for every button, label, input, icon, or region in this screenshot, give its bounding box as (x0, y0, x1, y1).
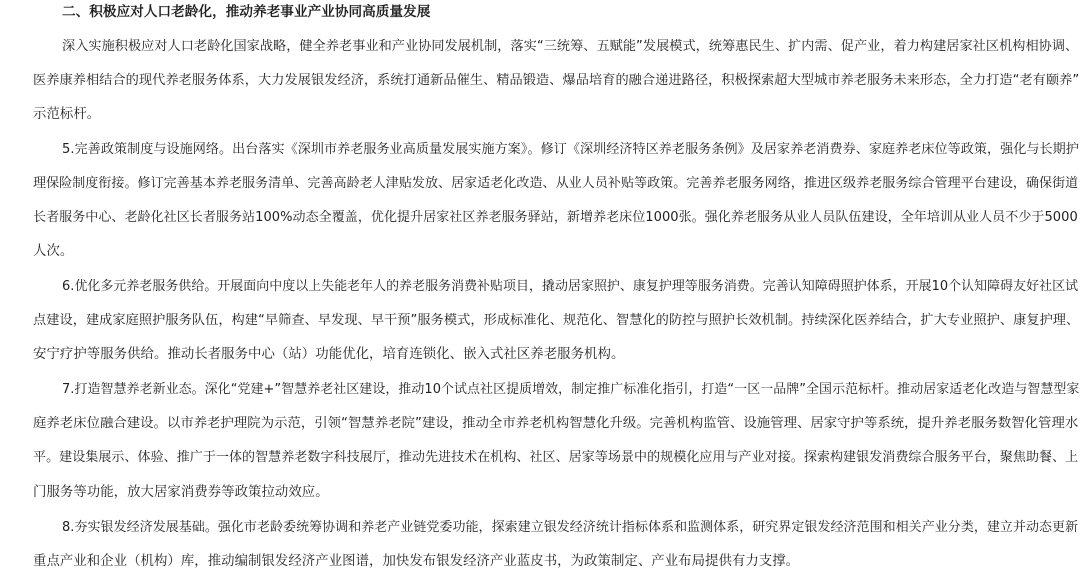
paragraph-6-line-1: 6.优化多元养老服务供给。开展面向中度以上失能老年人的养老服务消费补贴项目，撬动居家照护、康复护理等服务消费。完善认知障碍照护体系，开展10个认知障碍友好社区试 (62, 279, 1079, 294)
paragraph-1-line-2: 医养康养相结合的现代养老服务体系，大力发展银发经济，系统打通新品催生、精品锻造、爆品培育的融合递进路径，积极探索超大型城市养老服务未来形态，全力打造“老有颐养” (33, 73, 1080, 88)
paragraph-7-line-4: 门服务等功能，放大居家消费券等政策拉动效应。 (33, 485, 329, 500)
paragraph-7-line-3: 平。建设集展示、体验、推广于一体的智慧养老数字科技展厅，推动先进技术在机构、社区、居家等场景中的规模化应用与产业对接。探索构建银发消费综合服务平台，聚焦助餐、上 (33, 450, 1079, 465)
paragraph-7-line-1: 7.打造智慧养老新业态。深化“党建+”智慧养老社区建设，推动10个试点社区提质增效，制定推广标准化指引，打造“一区一品牌”全国示范标杆。推动居家适老化改造与智慧型家 (62, 382, 1080, 397)
paragraph-5-line-2: 理保险制度衔接。修订完善基本养老服务清单、完善高龄老人津贴发放、居家适老化改造、从业人员补贴等政策。完善养老服务网络，推进区级养老服务综合管理平台建设，确保街道 (33, 176, 1079, 191)
paragraph-5-line-4: 人次。 (33, 244, 74, 259)
paragraph-7-line-2: 庭养老床位融合建设。以市养老护理院为示范，引领“智慧养老院”建设，推动全市养老机构智慧化升级。完善机构监管、设施管理、居家守护等系统，提升养老服务数智化管理水 (33, 416, 1079, 431)
paragraph-6-line-3: 安宁疗护等服务供给。推动长者服务中心（站）功能优化，培育连锁化、嵌入式社区养老服务机构。 (33, 347, 625, 362)
paragraph-6-line-2: 点建设，建成家庭照护服务队伍，构建“早筛查、早发现、早干预”服务模式，形成标准化、规范化、智慧化的防控与照护长效机制。持续深化医养结合，扩大专业照护、康复护理、 (33, 313, 1080, 328)
section-heading: 二、积极应对人口老龄化，推动养老事业产业协同高质量发展 (62, 4, 431, 20)
paragraph-8-line-1: 8.夯实银发经济发展基础。强化市老龄委统筹协调和养老产业链党委功能，探索建立银发经济统计指标体系和监测体系，研究界定银发经济范围和相关产业分类，建立并动态更新 (62, 520, 1079, 535)
paragraph-1-line-1: 深入实施积极应对人口老龄化国家战略，健全养老事业和产业协同发展机制，落实“三统筹、五赋能”发展模式，统筹惠民生、扩内需、促产业，着力构建居家社区机构相协调、 (62, 39, 1079, 54)
paragraph-1-line-3: 示范标杆。 (33, 107, 101, 122)
paragraph-5-line-1: 5.完善政策制度与设施网络。出台落实《深圳市养老服务业高质量发展实施方案》。修订《深圳经济特区养老服务条例》及居家养老消费券、家庭养老床位等政策，强化与长期护 (62, 142, 1079, 157)
paragraph-5-line-3: 长者服务中心、老龄化社区长者服务站100%动态全覆盖，优化提升居家社区养老服务驿站，新增养老床位1000张。强化养老服务从业人员队伍建设，全年培训从业人员不少于5000 (33, 210, 1078, 225)
paragraph-8-line-2: 重点产业和企业（机构）库，推动编制银发经济产业图谱，加快发布银发经济产业蓝皮书，为政策制定、产业布局提供有力支撑。 (33, 554, 800, 569)
